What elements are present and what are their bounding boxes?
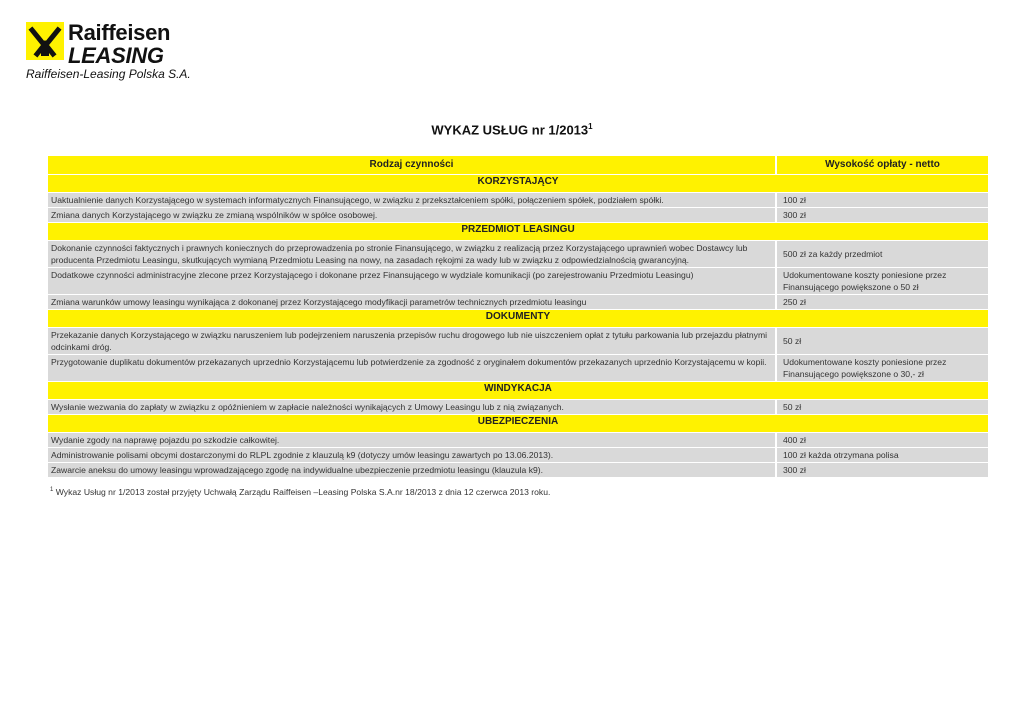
section-title: PRZEDMIOT LEASINGU (48, 223, 988, 241)
raiffeisen-gable-icon (26, 22, 64, 60)
logo-product: LEASING (68, 43, 164, 68)
section-header (48, 223, 988, 241)
section-title: DOKUMENTY (48, 310, 988, 328)
logo-brand: Raiffeisen (68, 20, 171, 45)
section-header (48, 415, 988, 433)
fee-cell: 300 zł (776, 463, 988, 478)
section-title: UBEZPIECZENIA (48, 415, 988, 433)
table-row (48, 433, 988, 448)
fee-cell: Udokumentowane koszty poniesione przez Finansującego powiększone o 30,- zł (776, 355, 988, 382)
header-activity: Rodzaj czynności (48, 156, 776, 175)
table-row (48, 448, 988, 463)
fee-cell: 300 zł (776, 208, 988, 223)
table-row (48, 193, 988, 208)
table-row (48, 328, 988, 355)
activity-cell: Dodatkowe czynności administracyjne zlecone przez Korzystającego i dokonane przez Finansującego w wydziale komunikacji (po zarejestrowaniu Przedmiotu Leasingu) (48, 268, 776, 295)
activity-cell: Zmiana warunków umowy leasingu wynikająca z dokonanej przez Korzystającego modyfikacji parametrów technicznych przedmiotu leasingu (48, 295, 776, 310)
table-row (48, 400, 988, 415)
activity-cell: Uaktualnienie danych Korzystającego w systemach informatycznych Finansującego, w związku z przekształceniem spółki, połączeniem spółek, podziałem spółki. (48, 193, 776, 208)
table-row (48, 355, 988, 382)
company-logo (26, 20, 206, 80)
activity-cell: Zawarcie aneksu do umowy leasingu wprowadzającego zgodę na indywidualne ubezpieczenie przedmiotu leasingu (klauzula k9). (48, 463, 776, 478)
fee-cell: Udokumentowane koszty poniesione przez Finansującego powiększone o 50 zł (776, 268, 988, 295)
activity-cell: Przekazanie danych Korzystającego w związku naruszeniem lub podejrzeniem naruszenia przepisów ruchu drogowego lub nie uiszczeniem opłat z tytułu parkowania lub przejazdu płatnymi odcinkami dróg. (48, 328, 776, 355)
section-title: KORZYSTAJĄCY (48, 175, 988, 193)
fee-cell: 500 zł za każdy przedmiot (776, 241, 988, 268)
document-title (0, 122, 1024, 137)
logo-company: Raiffeisen-Leasing Polska S.A. (26, 67, 191, 81)
fee-cell: 50 zł (776, 328, 988, 355)
footnote-text: Wykaz Usług nr 1/2013 został przyjęty Uchwałą Zarządu Raiffeisen –Leasing Polska S.A.nr 18/2013 z dnia 12 czerwca 2013 roku. (55, 487, 551, 497)
section-header (48, 310, 988, 328)
header-fee: Wysokość opłaty - netto (776, 156, 988, 175)
table-row (48, 241, 988, 268)
table-body (48, 175, 988, 478)
footnote (50, 487, 550, 497)
document-title-text: WYKAZ USŁUG nr 1/2013 (431, 122, 589, 138)
section-header (48, 175, 988, 193)
table-row (48, 268, 988, 295)
table-header (48, 156, 988, 175)
fee-cell: 100 zł każda otrzymana polisa (776, 448, 988, 463)
fees-table (48, 156, 988, 478)
table-row (48, 463, 988, 478)
table-row (48, 208, 988, 223)
section-header (48, 382, 988, 400)
fee-cell: 400 zł (776, 433, 988, 448)
activity-cell: Wysłanie wezwania do zapłaty w związku z opóźnieniem w zapłacie należności wynikających z Umowy Leasingu lub z nią związanych. (48, 400, 776, 415)
activity-cell: Wydanie zgody na naprawę pojazdu po szkodzie całkowitej. (48, 433, 776, 448)
activity-cell: Dokonanie czynności faktycznych i prawnych koniecznych do przeprowadzenia po stronie Finansującego, w związku z realizacją przez Korzystającego uprawnień wobec Dostawcy lub producenta Przedmiotu Leasingu, skutkujących wymianą Przedmiotu Leasing na nowy, na zasadach rękojmi za wady lub w związku z odpowiedzialnością gwarancyjną. (48, 241, 776, 268)
fee-cell: 50 zł (776, 400, 988, 415)
activity-cell: Administrowanie polisami obcymi dostarczonymi do RLPL zgodnie z klauzulą k9 (dotyczy umów leasingu zawartych po 13.06.2013). (48, 448, 776, 463)
activity-cell: Przygotowanie duplikatu dokumentów przekazanych uprzednio Korzystającemu lub potwierdzenie za zgodność z oryginałem dokumentów przekazanych uprzednio Korzystającemu w kopii. (48, 355, 776, 382)
section-title: WINDYKACJA (48, 382, 988, 400)
table-row (48, 295, 988, 310)
fee-cell: 250 zł (776, 295, 988, 310)
footnote-mark: 1 (50, 487, 54, 494)
fee-cell: 100 zł (776, 193, 988, 208)
title-footnote-mark: 1 (588, 122, 593, 131)
activity-cell: Zmiana danych Korzystającego w związku ze zmianą wspólników w spółce osobowej. (48, 208, 776, 223)
